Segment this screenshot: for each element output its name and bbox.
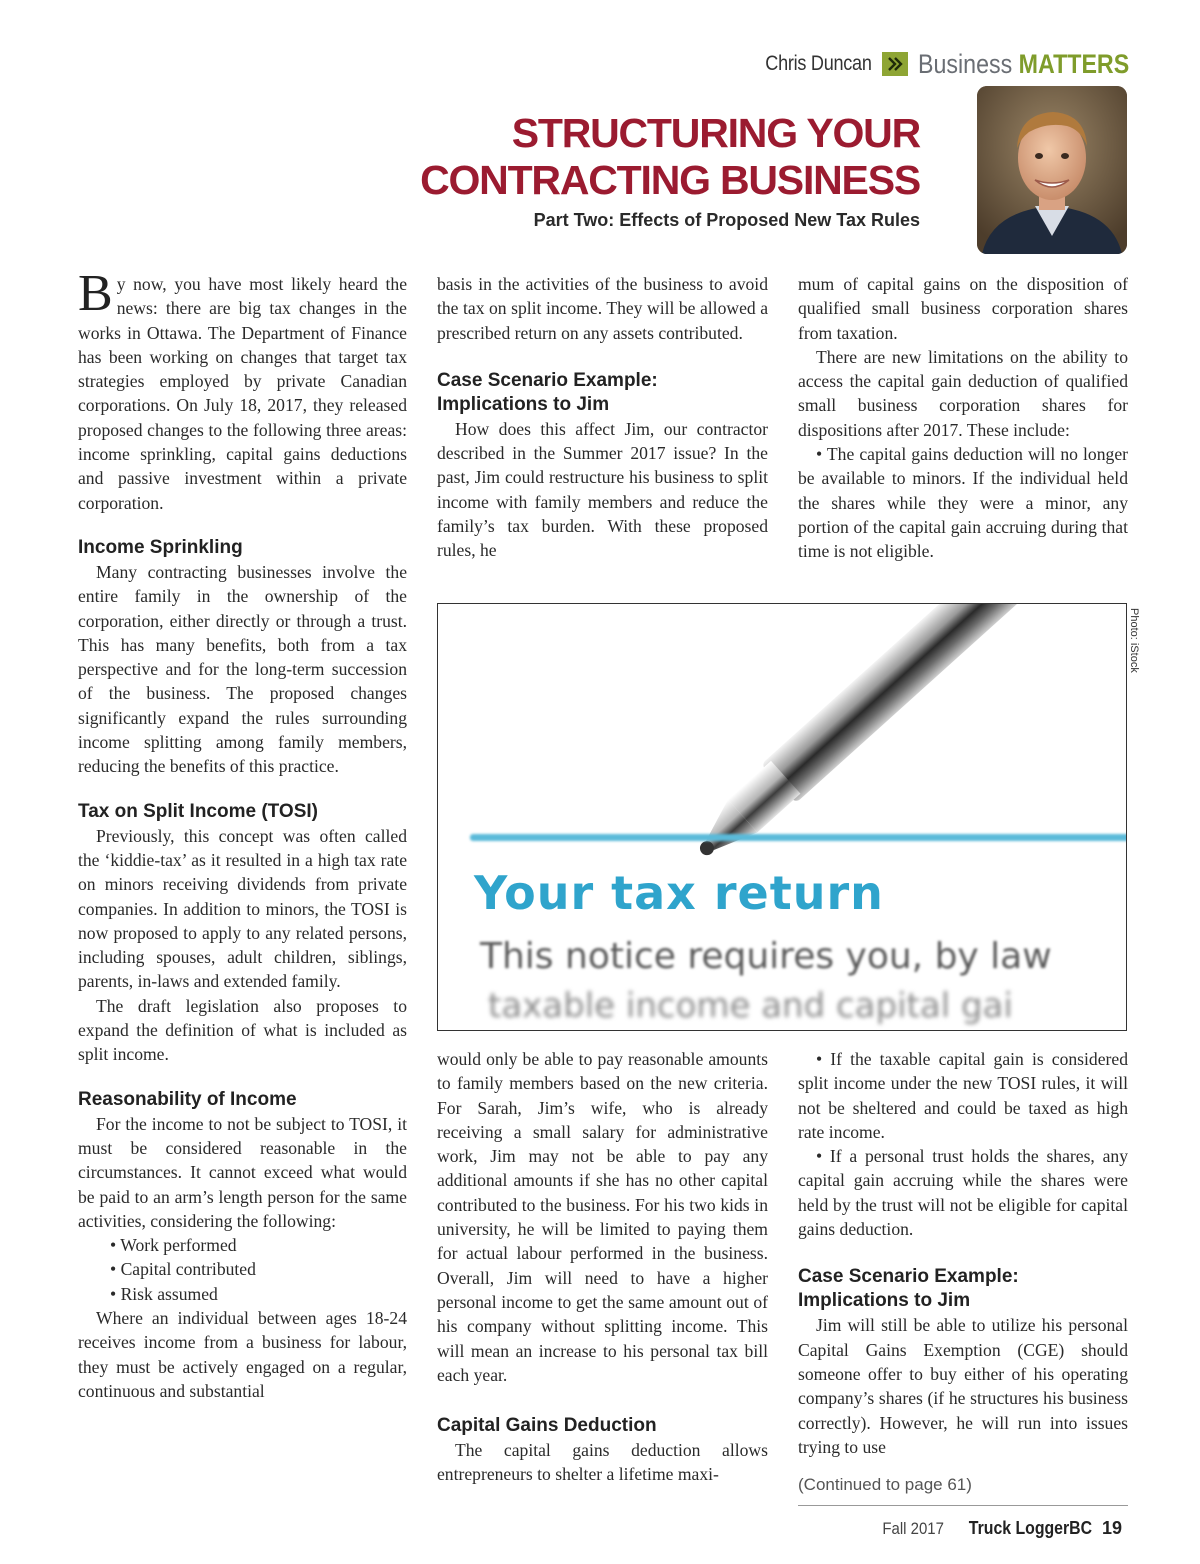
column-2-top [437, 272, 768, 563]
chevron-right-icon [882, 52, 908, 76]
heading-line: Implications to Jim [798, 1290, 971, 1312]
list-item: • Risk assumed [110, 1282, 407, 1306]
paragraph-ages: Where an individual between ages 18-24 receives income from a business for labour, they must be actively engaged on a regular, continuous and substantial [78, 1307, 407, 1401]
article-subtitle: Part Two: Effects of Proposed New Tax Rules [533, 210, 920, 230]
paragraph-income-sprinkling: Many contracting businesses involve the entire family in the ownership of the corporation, either directly or through a trust. This has many benefits, both from a tax perspective and for the long-term succession of the business. The proposed changes significantly expand the rules surrounding income splitting among family members, reducing the benefits of this practice. [78, 561, 407, 777]
photo-notice-line-2: taxable income and capital gai [488, 986, 1013, 1026]
paragraph-reasonability: For the income to not be subject to TOSI, it must be considered reasonable in the circumstances. It cannot exceed what would be paid to an arm’s length person for the same activities, considering the following: [78, 1113, 407, 1231]
bullet-tosi: • If the taxable capital gain is considered split income under the new TOSI rules, it will not be sheltered and could be taxed as high rate income. [798, 1049, 1128, 1142]
list-item: • Work performed [110, 1233, 407, 1257]
page-number: 19 [1101, 1518, 1122, 1538]
section-prefix: Business [918, 48, 1013, 79]
heading-line: Implications to Jim [437, 393, 610, 415]
paragraph-case-2: Jim will still be able to utilize his personal Capital Gains Exemption (CGE) should someone offer to buy either of his operating company’s shares (if he structures his business correctly). However, he will run into issues trying to use [798, 1315, 1128, 1457]
heading-line: Case Scenario Example: [798, 1266, 1019, 1288]
heading-line: Case Scenario Example: [437, 369, 658, 391]
paragraph-continued: mum of capital gains on the disposition of qualified small business corporation shares from taxation. [798, 274, 1128, 343]
running-header [748, 46, 1128, 82]
section-accent: MATTERS [1018, 48, 1130, 79]
author-name: Chris Duncan [765, 52, 872, 75]
heading-capital-gains-deduction: Capital Gains Deduction [437, 1415, 657, 1437]
author-photo [977, 86, 1127, 254]
heading-income-sprinkling: Income Sprinkling [78, 536, 243, 558]
paragraph-case-1-continued: would only be able to pay reasonable amounts to family members based on the new criteria. For Sarah, Jim’s wife, who is already receiving a small salary for administrative work, Jim may not be able to pay any additional amounts if she has no other capital contributed to the business. For his two kids in university, he will be limited to paying them for actual labour performed in the business. Overall, Jim will need to have a higher personal income to get the same amount out of his company without splitting income. This will mean an increase to his personal tax bill each year. [437, 1049, 768, 1385]
continued-link[interactable]: (Continued to page 61) [798, 1473, 1128, 1506]
list-item: • Capital contributed [110, 1257, 407, 1281]
paragraph-continued: basis in the activities of the business to avoid the tax on split income. They will be allowed a prescribed return on any assets contributed. [437, 274, 768, 343]
article-title-line-1: STRUCTURING YOUR [511, 110, 920, 156]
intro-paragraph [78, 265, 407, 515]
intro-text: y now, you have most likely heard the news: there are big tax changes in the works in Ottawa. The Department of Finance has been working on changes that target tax strategies employed by private Canadian corporations. On July 18, 2017, they released proposed changes to the following three areas: income sprinkling, capital gains deductions and passive investment within a private corporation. [78, 274, 407, 513]
paragraph-tosi-1: Previously, this concept was often called the ‘kiddie-tax’ as it resulted in a high tax rate on minors receiving dividends from private companies. In addition to minors, the TOSI is now proposed to apply to any related persons, including spouses, adult children, siblings, parents, in-laws and extended family. [78, 825, 407, 992]
heading-case-scenario-2 [798, 1265, 1128, 1313]
photo-headline: Your tax return [474, 866, 884, 920]
paragraph-tosi-2: The draft legislation also proposes to expand the definition of what is included as split income. [78, 995, 407, 1065]
magazine-name: Truck LoggerBC [968, 1518, 1092, 1538]
photo-notice-line-1: This notice requires you, by law [480, 936, 1052, 977]
photo-credit: Photo: iStock [1128, 608, 1140, 673]
heading-tosi: Tax on Split Income (TOSI) [78, 800, 318, 822]
paragraph-limitations: There are new limitations on the ability to access the capital gain deduction of qualified small business corporation shares for dispositions after 2017. These include: [798, 346, 1128, 440]
column-3-bottom [798, 1047, 1128, 1506]
paragraph-capital-gains-deduction: The capital gains deduction allows entrepreneurs to shelter a lifetime maxi- [437, 1440, 768, 1485]
article-title-line-2: CONTRACTING BUSINESS [420, 157, 920, 203]
dropcap: B [78, 265, 113, 322]
page-footer [874, 1518, 1122, 1539]
column-2-bottom [437, 1047, 768, 1487]
bullet-minors: • The capital gains deduction will no longer be available to minors. If the individual held the shares while they were a minor, any portion of the capital gain accruing during that time is not eligible. [798, 444, 1128, 562]
form-rule [470, 834, 1127, 841]
article-title-block [220, 110, 920, 231]
reasonability-list [78, 1233, 407, 1306]
heading-case-scenario-1 [437, 369, 768, 417]
tax-return-photo [437, 603, 1127, 1031]
issue-label: Fall 2017 [882, 1519, 944, 1538]
column-3-top [798, 272, 1128, 564]
column-1 [78, 265, 407, 1403]
section-name [918, 48, 1130, 80]
bullet-trust: • If a personal trust holds the shares, any capital gain accruing while the shares were held by the trust will not be eligible for capital gains deduction. [798, 1146, 1128, 1240]
heading-reasonability: Reasonability of Income [78, 1088, 297, 1110]
paragraph-case-1: How does this affect Jim, our contractor described in the Summer 2017 issue? In the past, Jim could restructure his business to split income with family members and reduce the family’s tax burden. With these proposed rules, he [437, 418, 768, 561]
